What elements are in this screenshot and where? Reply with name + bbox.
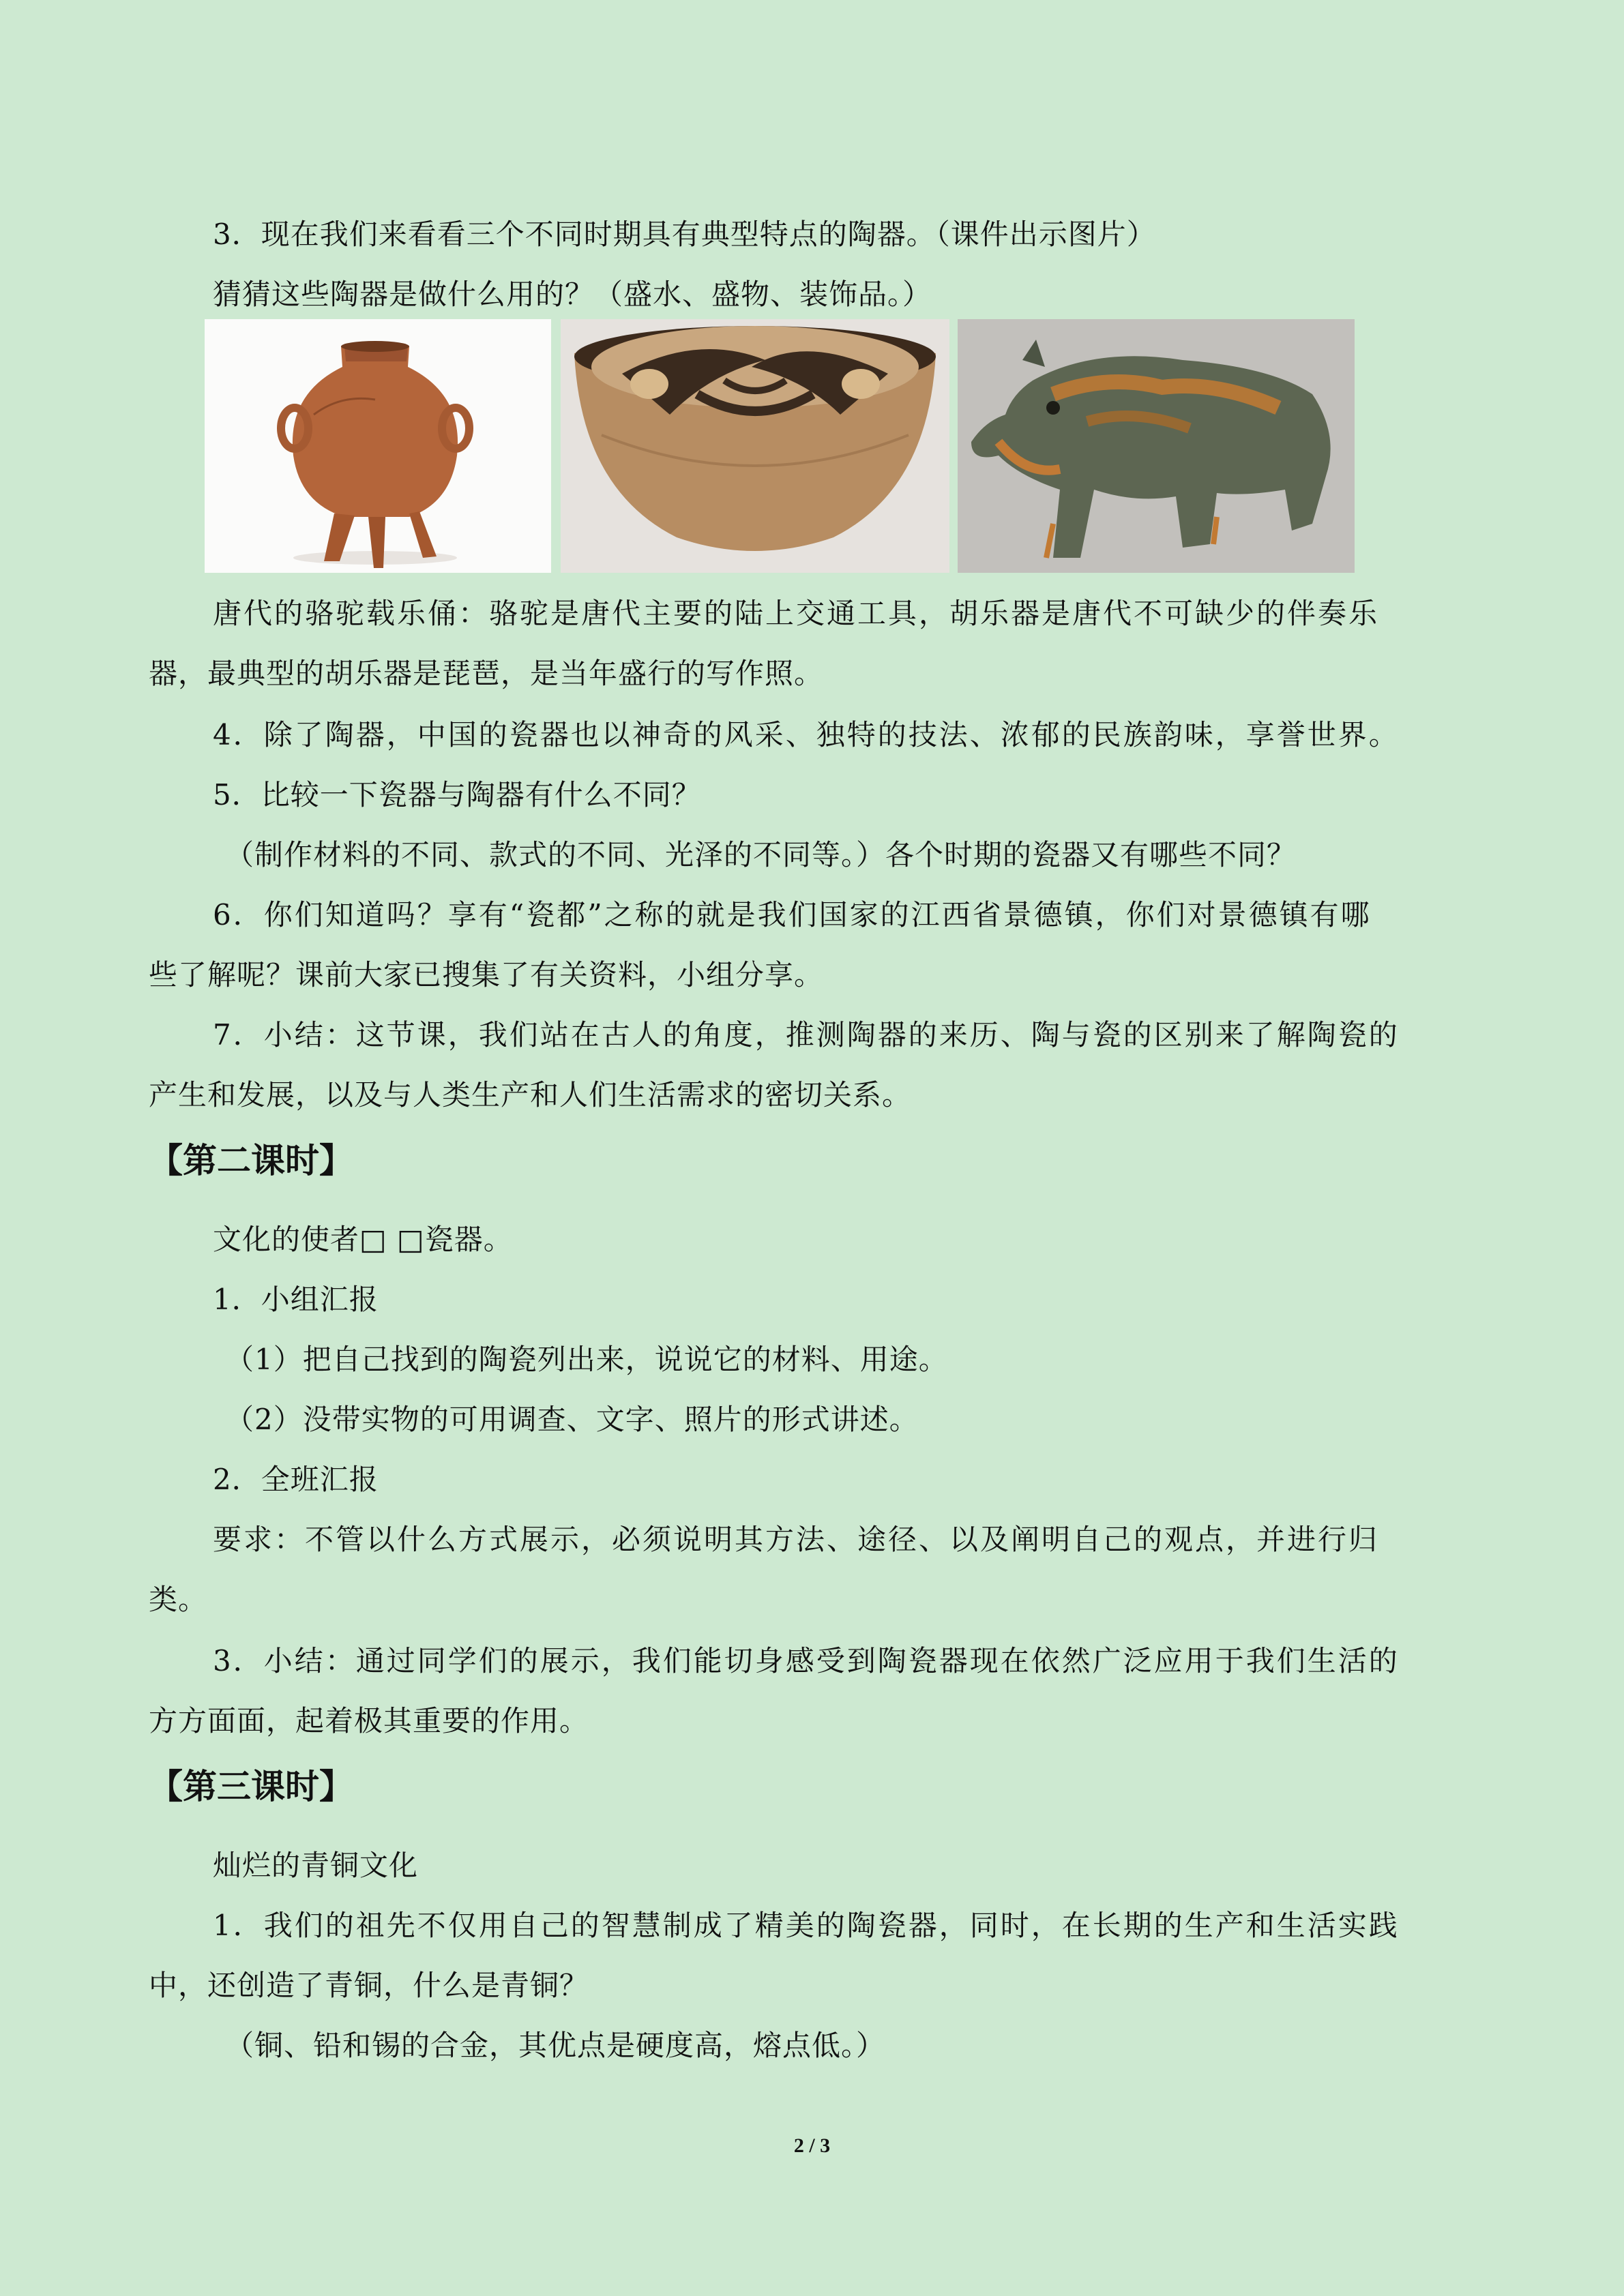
- paragraph-item-6-cont: 些了解呢？课前大家已搜集了有关资料，小组分享。: [149, 958, 824, 992]
- section-heading-lesson-2: 【第二课时】: [149, 1141, 353, 1180]
- paragraph-item-4: 4．除了陶器，中国的瓷器也以神奇的风采、独特的技法、浓郁的民族韵味，享誉世界。: [213, 718, 1400, 751]
- section2-summary: 3．小结：通过同学们的展示，我们能切身感受到陶瓷器现在依然广泛应用于我们生活的: [213, 1644, 1400, 1678]
- section2-requirement: 要求：不管以什么方式展示，必须说明其方法、途径、以及阐明自己的观点，并进行归: [213, 1523, 1380, 1556]
- section2-item-2: 2．全班汇报: [213, 1463, 379, 1496]
- section-heading-lesson-3: 【第三课时】: [149, 1767, 353, 1806]
- rhino-figurine-image: [958, 319, 1355, 573]
- section2-item-1b: （2）没带实物的可用调查、文字、照片的形式讲述。: [225, 1403, 919, 1436]
- paragraph-item-5: 5．比较一下瓷器与陶器有什么不同？: [213, 778, 701, 811]
- section2-requirement-cont: 类。: [149, 1583, 208, 1616]
- section2-item-1a: （1）把自己找到的陶瓷列出来，说说它的材料、用途。: [225, 1343, 948, 1376]
- paragraph-tang-camel-cont: 器，最典型的胡乐器是琵琶，是当年盛行的写作照。: [149, 657, 824, 690]
- section2-item-1: 1．小组汇报: [213, 1283, 379, 1316]
- section3-intro: 灿烂的青铜文化: [213, 1849, 419, 1882]
- section2-summary-cont: 方方面面，起着极其重要的作用。: [149, 1704, 589, 1738]
- pottery-jar-image: [205, 319, 551, 573]
- paragraph-compare-answer: （制作材料的不同、款式的不同、光泽的不同等。）各个时期的瓷器又有哪些不同？: [225, 838, 1297, 871]
- page-number: 2 / 3: [793, 2134, 831, 2157]
- section3-item-1-cont: 中，还创造了青铜，什么是青铜？: [149, 1969, 589, 2002]
- section3-item-1: 1．我们的祖先不仅用自己的智慧制成了精美的陶瓷器，同时，在长期的生产和生活实践: [213, 1909, 1400, 1942]
- painted-bowl-image: [561, 319, 949, 573]
- section2-intro: 文化的使者□ □瓷器。: [213, 1223, 513, 1256]
- paragraph-tang-camel: 唐代的骆驼载乐俑：骆驼是唐代主要的陆上交通工具，胡乐器是唐代不可缺少的伴奏乐: [213, 597, 1380, 630]
- paragraph-item-7: 7．小结：这节课，我们站在古人的角度，推测陶器的来历、陶与瓷的区别来了解陶瓷的: [213, 1018, 1400, 1052]
- section3-item-1-answer: （铜、铅和锡的合金，其优点是硬度高，熔点低。）: [225, 2029, 886, 2062]
- paragraph-item-6: 6．你们知道吗？享有“瓷都”之称的就是我们国家的江西省景德镇，你们对景德镇有哪: [213, 898, 1372, 931]
- paragraph-question: 猜猜这些陶器是做什么用的？（盛水、盛物、装饰品。）: [213, 278, 932, 311]
- paragraph-item-3: 3．现在我们来看看三个不同时期具有典型特点的陶器。（课件出示图片）: [213, 218, 1156, 251]
- paragraph-item-7-cont: 产生和发展，以及与人类生产和人们生活需求的密切关系。: [149, 1078, 912, 1112]
